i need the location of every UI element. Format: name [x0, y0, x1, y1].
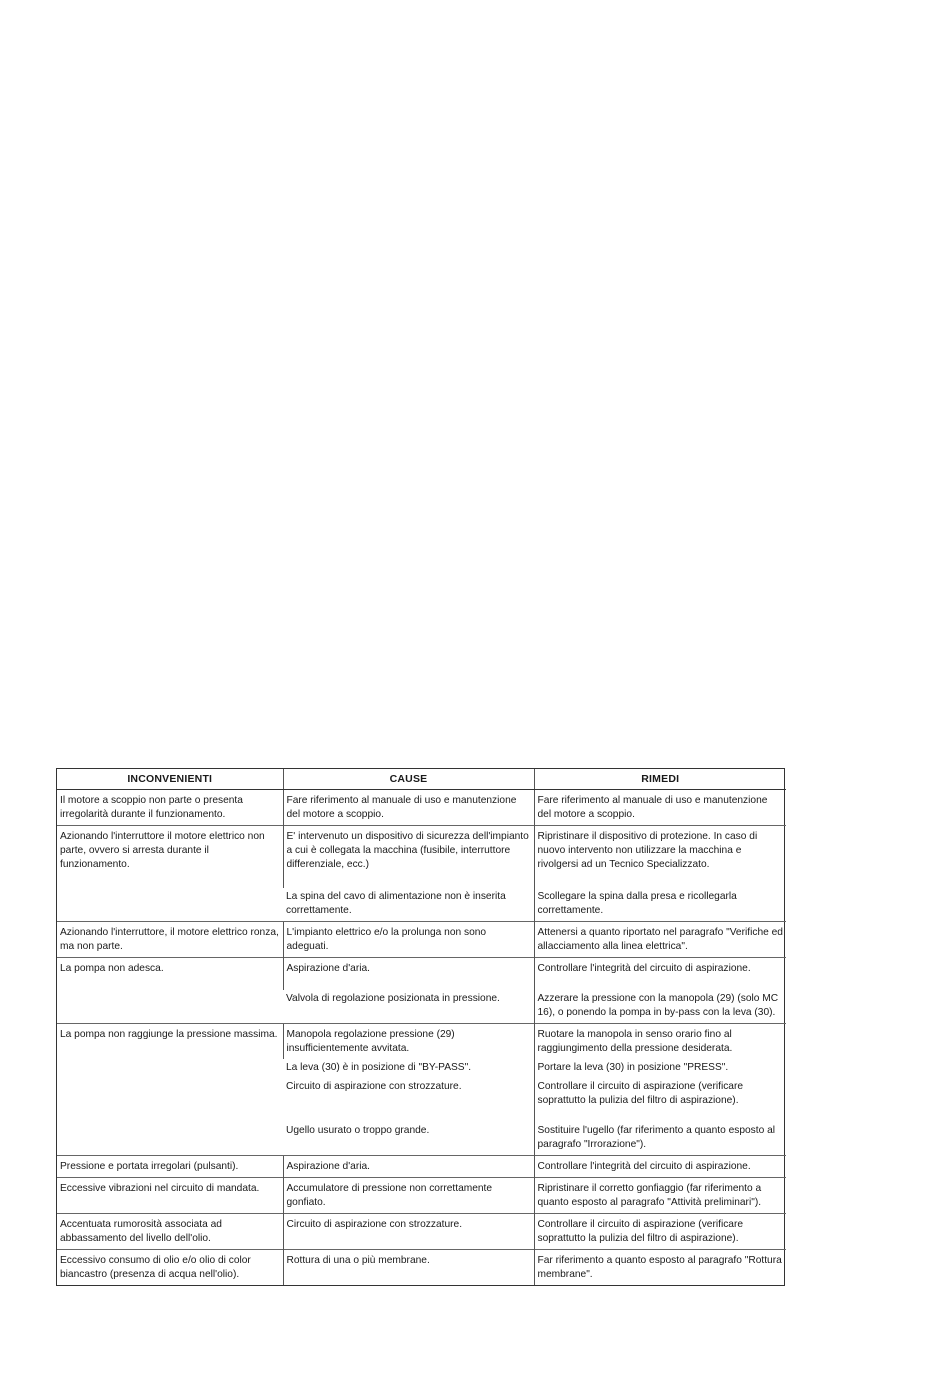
cause-cell: Circuito di aspirazione con strozzature.	[286, 1081, 462, 1092]
remedy-cell: Controllare l'integrità del circuito di aspirazione.	[534, 958, 786, 991]
problem-cell: Il motore a scoppio non parte o presenta irregolarità durante il funzionamento.	[57, 790, 283, 826]
cause-cell: La leva (30) è in posizione di "BY-PASS".	[286, 1062, 472, 1073]
remedy-cell: Controllare il circuito di aspirazione (verificare soprattutto la pulizia del filtro di aspirazione).	[534, 1214, 786, 1250]
header-causes: CAUSE	[283, 769, 534, 790]
problem-cell: Azionando l'interruttore il motore elettrico non parte, ovvero si arresta durante il funzionamento.	[57, 826, 283, 922]
remedy-cell: Controllare l'integrità del circuito di aspirazione.	[534, 1156, 786, 1178]
cause-cell: La spina del cavo di alimentazione non è inserita correttamente.	[286, 891, 506, 916]
remedy-cell: Ruotare la manopola in senso orario fino al raggiungimento della pressione desiderata.	[534, 1024, 786, 1060]
table-row	[57, 1178, 786, 1214]
remedy-cell: Attenersi a quanto riportato nel paragrafo "Verifiche ed allacciamento alla linea elettrica".	[534, 922, 786, 958]
table-row	[57, 1250, 786, 1286]
cause-cell: E' intervenuto un dispositivo di sicurezza dell'impianto a cui è collegata la macchina (fusibile, interruttore differenziale, ecc.)	[283, 826, 534, 889]
header-remedies: RIMEDI	[534, 769, 786, 790]
cause-cell: Ugello usurato o troppo grande.	[286, 1125, 430, 1136]
troubleshooting-table	[56, 768, 785, 1286]
remedy-cell: Sostituire l'ugello (far riferimento a quanto esposto al paragrafo "Irrorazione").	[534, 1122, 786, 1156]
table-row	[57, 826, 786, 889]
table-row	[57, 958, 786, 991]
problem-cell: Accentuata rumorosità associata ad abbassamento del livello dell'olio.	[57, 1214, 283, 1250]
cause-cell: Valvola di regolazione posizionata in pressione.	[286, 993, 500, 1004]
table-row	[57, 790, 786, 826]
header-problems: INCONVENIENTI	[57, 769, 283, 790]
troubleshooting-grid	[57, 769, 786, 1285]
problem-cell: Azionando l'interruttore, il motore elettrico ronza, ma non parte.	[57, 922, 283, 958]
problem-cell: La pompa non adesca.	[57, 958, 283, 1024]
remedy-cell: Controllare il circuito di aspirazione (verificare soprattutto la pulizia del filtro di aspirazione).	[534, 1078, 786, 1122]
cause-cell: Accumulatore di pressione non correttamente gonfiato.	[283, 1178, 534, 1214]
table-row	[57, 1024, 786, 1060]
remedy-cell: Ripristinare il corretto gonfiaggio (far riferimento a quanto esposto al paragrafo "Attività preliminari").	[534, 1178, 786, 1214]
cause-cell: Rottura di una o più membrane.	[283, 1250, 534, 1286]
cause-cell: Circuito di aspirazione con strozzature.	[283, 1214, 534, 1250]
remedy-cell: Fare riferimento al manuale di uso e manutenzione del motore a scoppio.	[534, 790, 786, 826]
cause-cell: Aspirazione d'aria.	[283, 1156, 534, 1178]
remedy-cell: Ripristinare il dispositivo di protezione. In caso di nuovo intervento non utilizzare la macchina e rivolgersi ad un Tecnico Specializzato.	[534, 826, 786, 889]
problem-cell: La pompa non raggiunge la pressione massima.	[57, 1024, 283, 1156]
cause-cell: L'impianto elettrico e/o la prolunga non sono adeguati.	[283, 922, 534, 958]
cause-cell: Fare riferimento al manuale di uso e manutenzione del motore a scoppio.	[283, 790, 534, 826]
remedy-cell: Azzerare la pressione con la manopola (29) (solo MC 16), o ponendo la pompa in by-pass con la leva (30).	[534, 990, 786, 1024]
cause-cell: Manopola regolazione pressione (29) insufficientemente avvitata.	[283, 1024, 534, 1060]
remedy-cell: Portare la leva (30) in posizione "PRESS".	[534, 1059, 786, 1078]
cause-cell: Aspirazione d'aria.	[283, 958, 534, 991]
remedy-cell: Scollegare la spina dalla presa e ricollegarla correttamente.	[534, 888, 786, 922]
problem-cell: Eccessive vibrazioni nel circuito di mandata.	[57, 1178, 283, 1214]
table-body	[57, 790, 786, 1286]
table-row	[57, 1214, 786, 1250]
remedy-cell: Far riferimento a quanto esposto al paragrafo "Rottura membrane".	[534, 1250, 786, 1286]
table-header-row	[57, 769, 786, 790]
table-row	[57, 922, 786, 958]
problem-cell: Pressione e portata irregolari (pulsanti).	[57, 1156, 283, 1178]
problem-cell: Eccessivo consumo di olio e/o olio di color biancastro (presenza di acqua nell'olio).	[57, 1250, 283, 1286]
table-row	[57, 1156, 786, 1178]
